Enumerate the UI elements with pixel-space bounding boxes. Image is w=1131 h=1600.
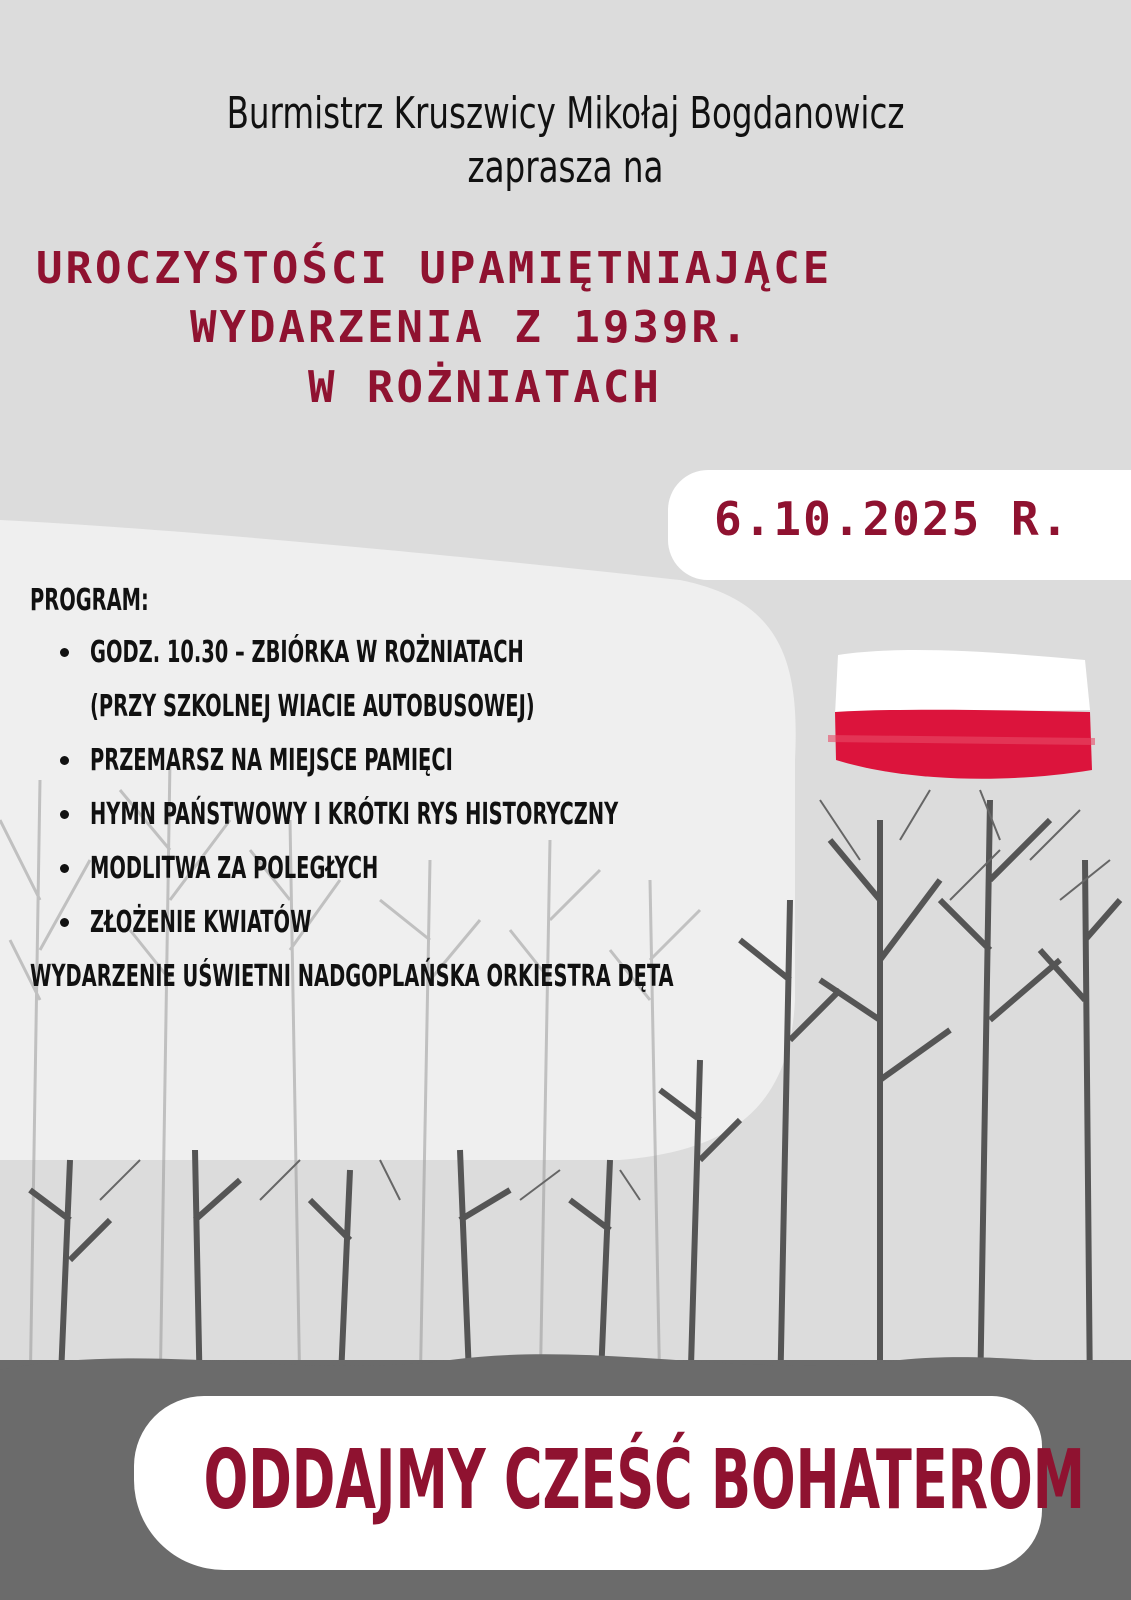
program-item-4: MODLITWA ZA POLEGŁYCH	[90, 851, 379, 886]
program-heading: PROGRAM:	[30, 583, 149, 618]
event-title-line-3: W ROŻNIATACH	[308, 362, 662, 413]
bullet-icon	[60, 648, 69, 657]
program-item-5: ZŁOŻENIE KWIATÓW	[90, 905, 312, 940]
bullet-icon	[60, 810, 69, 819]
program-item-1-detail: (PRZY SZKOLNEJ WIACIE AUTOBUSOWEJ)	[90, 689, 535, 724]
program-item-3: HYMN PAŃSTWOWY I KRÓTKI RYS HISTORYCZNY	[90, 797, 619, 832]
bullet-icon	[60, 918, 69, 927]
program-item-2: PRZEMARSZ NA MIEJSCE PAMIĘCI	[90, 743, 453, 778]
slogan-text: ODDAJMY CZEŚĆ BOHATEROM	[203, 1433, 1085, 1528]
organizer-line: Burmistrz Kruszwicy Mikołaj Bogdanowicz	[226, 88, 905, 139]
event-date: 6.10.2025 R.	[714, 492, 1071, 546]
program-item-1: GODZ. 10.30 – ZBIÓRKA W ROŻNIATACH	[90, 635, 524, 670]
invite-line: zaprasza na	[467, 142, 664, 193]
event-title-line-2: WYDARZENIA Z 1939R.	[190, 302, 751, 353]
program-footer: WYDARZENIE UŚWIETNI NADGOPLAŃSKA ORKIESTRA DĘTA	[30, 959, 674, 994]
bullet-icon	[60, 864, 69, 873]
polish-flag	[828, 650, 1095, 779]
bullet-icon	[60, 756, 69, 765]
event-title-line-1: UROCZYSTOŚCI UPAMIĘTNIAJĄCE	[36, 243, 833, 294]
